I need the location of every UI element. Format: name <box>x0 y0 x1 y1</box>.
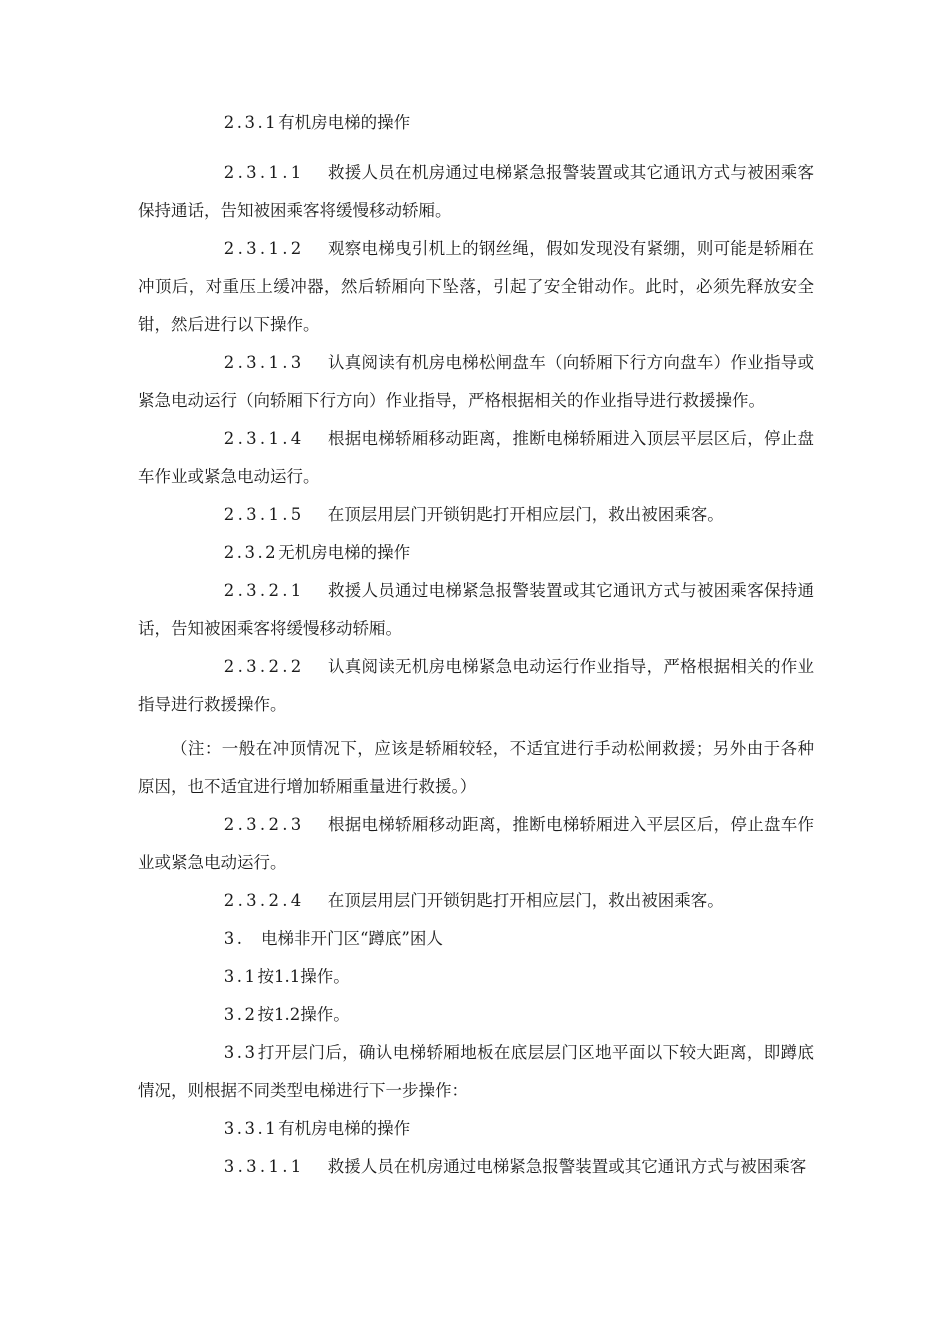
section-number: 2.3.2 <box>223 543 279 562</box>
clause-number: 2.3.2.2 <box>223 657 305 676</box>
clause <box>138 806 814 882</box>
clause <box>138 958 814 996</box>
clause-number: 2.3.1.1 <box>223 163 305 182</box>
clause-text: 救援人员在机房通过电梯紧急报警装置或其它通讯方式与被困乘客 <box>327 1157 807 1176</box>
clause <box>138 996 814 1034</box>
document-body <box>138 104 814 1186</box>
clause <box>138 648 814 724</box>
clause-text: 救援人员通过电梯紧急报警装置或其它通讯方式与被困乘客保持通话，告知被困乘客将缓慢移动轿厢。 <box>138 581 814 638</box>
section-heading <box>138 534 814 572</box>
note-text: （注：一般在冲顶情况下，应该是轿厢较轻，不适宜进行手动松闸救援；另外由于各种原因，也不适宜进行增加轿厢重量进行救援。） <box>138 739 814 796</box>
clause-number: 3.2 <box>223 1005 258 1024</box>
section-text: 有机房电梯的操作 <box>278 113 411 132</box>
clause-text: 按1.2操作。 <box>257 1005 350 1024</box>
clause-text: 按1.1操作。 <box>257 967 350 986</box>
section-number: 2.3.1 <box>223 113 279 132</box>
clause <box>138 344 814 420</box>
clause <box>138 154 814 230</box>
chapter-number: 3. <box>223 929 245 948</box>
clause <box>138 496 814 534</box>
clause <box>138 572 814 648</box>
clause <box>138 230 814 344</box>
section-text: 无机房电梯的操作 <box>278 543 411 562</box>
section-number: 3.3.1 <box>223 1119 279 1138</box>
clause-number: 3.3.1.1 <box>223 1157 305 1176</box>
clause-number: 2.3.1.2 <box>223 239 305 258</box>
clause-number: 2.3.2.4 <box>223 891 305 910</box>
clause-text: 认真阅读有机房电梯松闸盘车（向轿厢下行方向盘车）作业指导或紧急电动运行（向轿厢下行方向）作业指导，严格根据相关的作业指导进行救援操作。 <box>138 353 814 410</box>
clause-number: 2.3.1.4 <box>223 429 305 448</box>
clause-text: 观察电梯曳引机上的钢丝绳，假如发现没有紧绷，则可能是轿厢在冲顶后，对重压上缓冲器，然后轿厢向下坠落，引起了安全钳动作。此时，必须先释放安全钳，然后进行以下操作。 <box>138 239 814 334</box>
clause-text: 在顶层用层门开锁钥匙打开相应层门，救出被困乘客。 <box>327 505 724 524</box>
clause-number: 3.3 <box>223 1043 258 1062</box>
clause-text: 根据电梯轿厢移动距离，推断电梯轿厢进入平层区后，停止盘车作业或紧急电动运行。 <box>138 815 814 872</box>
section-text: 有机房电梯的操作 <box>278 1119 411 1138</box>
clause <box>138 1034 814 1110</box>
clause-number: 2.3.2.3 <box>223 815 305 834</box>
chapter-heading <box>138 920 814 958</box>
clause <box>138 1148 814 1186</box>
section-heading <box>138 104 814 142</box>
clause-text: 打开层门后，确认电梯轿厢地板在底层层门区地平面以下较大距离，即蹲底情况，则根据不同类型电梯进行下一步操作： <box>138 1043 814 1100</box>
clause-number: 3.1 <box>223 967 258 986</box>
clause <box>138 882 814 920</box>
clause-number: 2.3.1.5 <box>223 505 305 524</box>
clause-number: 2.3.2.1 <box>223 581 305 600</box>
clause-text: 救援人员在机房通过电梯紧急报警装置或其它通讯方式与被困乘客保持通话，告知被困乘客将缓慢移动轿厢。 <box>138 163 814 220</box>
clause-text: 在顶层用层门开锁钥匙打开相应层门，救出被困乘客。 <box>327 891 724 910</box>
section-heading <box>138 1110 814 1148</box>
clause-number: 2.3.1.3 <box>223 353 305 372</box>
clause <box>138 420 814 496</box>
note-paragraph <box>138 730 814 806</box>
clause-text: 认真阅读无机房电梯紧急电动运行作业指导，严格根据相关的作业指导进行救援操作。 <box>138 657 814 714</box>
chapter-text: 电梯非开门区“蹲底”困人 <box>260 929 443 948</box>
clause-text: 根据电梯轿厢移动距离，推断电梯轿厢进入顶层平层区后，停止盘车作业或紧急电动运行。 <box>138 429 814 486</box>
